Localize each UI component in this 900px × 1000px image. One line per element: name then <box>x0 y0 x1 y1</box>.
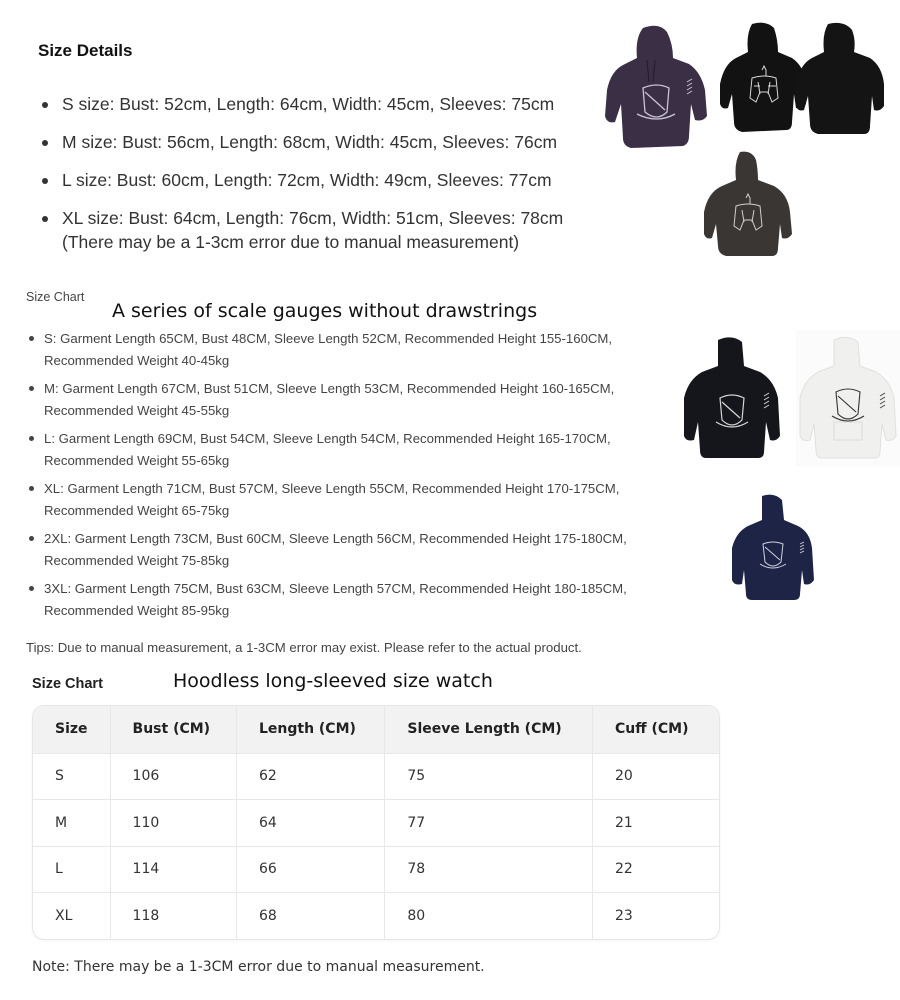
cell-bust: 114 <box>110 846 236 893</box>
list-item <box>40 206 610 254</box>
cell-cuff: 22 <box>593 846 719 893</box>
line-1: M: Garment Length 67CM, Bust 51CM, Sleeve Length 53CM, Recommended Height 160-165CM, <box>44 381 615 396</box>
list-item <box>40 168 610 192</box>
measurement-note: Note: There may be a 1-3CM error due to manual measurement. <box>32 959 485 975</box>
table-row <box>33 753 719 800</box>
cell-length: 62 <box>236 753 384 800</box>
cell-sleeve-length: 75 <box>385 753 593 800</box>
cell-length: 66 <box>236 846 384 893</box>
line-1: L: Garment Length 69CM, Bust 54CM, Sleeve Length 54CM, Recommended Height 165-170CM, <box>44 431 611 446</box>
cell-cuff: 20 <box>593 753 719 800</box>
cell-sleeve-length: 78 <box>385 846 593 893</box>
cell-cuff: 21 <box>593 800 719 847</box>
list-item <box>26 478 676 521</box>
cell-bust: 106 <box>110 753 236 800</box>
cell-sleeve-length: 80 <box>385 893 593 940</box>
header-cuff: Cuff (CM) <box>593 706 719 753</box>
line-1: 2XL: Garment Length 73CM, Bust 60CM, Sleeve Length 56CM, Recommended Height 175-180CM, <box>44 531 627 546</box>
line-1: S: Garment Length 65CM, Bust 48CM, Sleeve Length 52CM, Recommended Height 155-160CM, <box>44 331 613 346</box>
list-item <box>26 578 676 621</box>
header-bust: Bust (CM) <box>110 706 236 753</box>
cell-length: 64 <box>236 800 384 847</box>
table-row <box>33 846 719 893</box>
line-1: 3XL: Garment Length 75CM, Bust 63CM, Sleeve Length 57CM, Recommended Height 180-185CM, <box>44 581 627 596</box>
white-shield-hoodie-image <box>796 330 900 466</box>
size-details-title: Size Details <box>38 41 133 60</box>
size-chart-table-label: Size Chart <box>32 676 103 692</box>
size-details-list <box>40 92 610 268</box>
line-2: Recommended Weight 85-95kg <box>44 602 230 618</box>
size-chart-table <box>32 705 720 940</box>
size-chart-list <box>26 328 676 628</box>
black-shield-hoodie-image <box>680 336 782 462</box>
line-2: Recommended Weight 40-45kg <box>44 352 230 368</box>
line-2: Recommended Weight 55-65kg <box>44 452 230 468</box>
cell-sleeve-length: 77 <box>385 800 593 847</box>
purple-hoodie-image <box>603 24 709 152</box>
charcoal-hoodie-image <box>700 150 796 258</box>
list-item-text: S size: Bust: 52cm, Length: 64cm, Width: 45cm, Sleeves: 75cm <box>62 94 555 114</box>
black-hoodie-back-image <box>792 22 888 138</box>
table-header-row <box>33 706 719 753</box>
cell-length: 68 <box>236 893 384 940</box>
size-chart-table-caption: Hoodless long-sleeved size watch <box>173 670 493 692</box>
header-size: Size <box>33 706 110 753</box>
size-chart-caption: A series of scale gauges without drawstrings <box>112 300 538 322</box>
line-1: XL: Garment Length 71CM, Bust 57CM, Sleeve Length 55CM, Recommended Height 170-175CM, <box>44 481 620 496</box>
tips-text: Tips: Due to manual measurement, a 1-3CM error may exist. Please refer to the actual product. <box>26 640 582 655</box>
cell-bust: 118 <box>110 893 236 940</box>
list-item <box>40 92 610 116</box>
cell-size: M <box>33 800 110 847</box>
list-item <box>40 130 610 154</box>
cell-bust: 110 <box>110 800 236 847</box>
navy-shield-hoodie-image <box>730 494 816 602</box>
measurement-note: (There may be a 1-3cm error due to manual measurement) <box>62 232 520 252</box>
list-item-text: L size: Bust: 60cm, Length: 72cm, Width: 49cm, Sleeves: 77cm <box>62 170 552 190</box>
list-item <box>26 378 676 421</box>
list-item-text: M size: Bust: 56cm, Length: 68cm, Width: 45cm, Sleeves: 76cm <box>62 132 558 152</box>
size-chart-label: Size Chart <box>26 290 85 304</box>
table-row <box>33 800 719 847</box>
line-2: Recommended Weight 75-85kg <box>44 552 230 568</box>
cell-cuff: 23 <box>593 893 719 940</box>
line-2: Recommended Weight 45-55kg <box>44 402 230 418</box>
table-row <box>33 893 719 940</box>
list-item <box>26 528 676 571</box>
header-length: Length (CM) <box>236 706 384 753</box>
list-item-text: XL size: Bust: 64cm, Length: 76cm, Width: 51cm, Sleeves: 78cm <box>62 208 564 228</box>
header-sleeve-length: Sleeve Length (CM) <box>385 706 593 753</box>
line-2: Recommended Weight 65-75kg <box>44 502 230 518</box>
list-item <box>26 428 676 471</box>
list-item <box>26 328 676 371</box>
cell-size: L <box>33 846 110 893</box>
cell-size: S <box>33 753 110 800</box>
cell-size: XL <box>33 893 110 940</box>
